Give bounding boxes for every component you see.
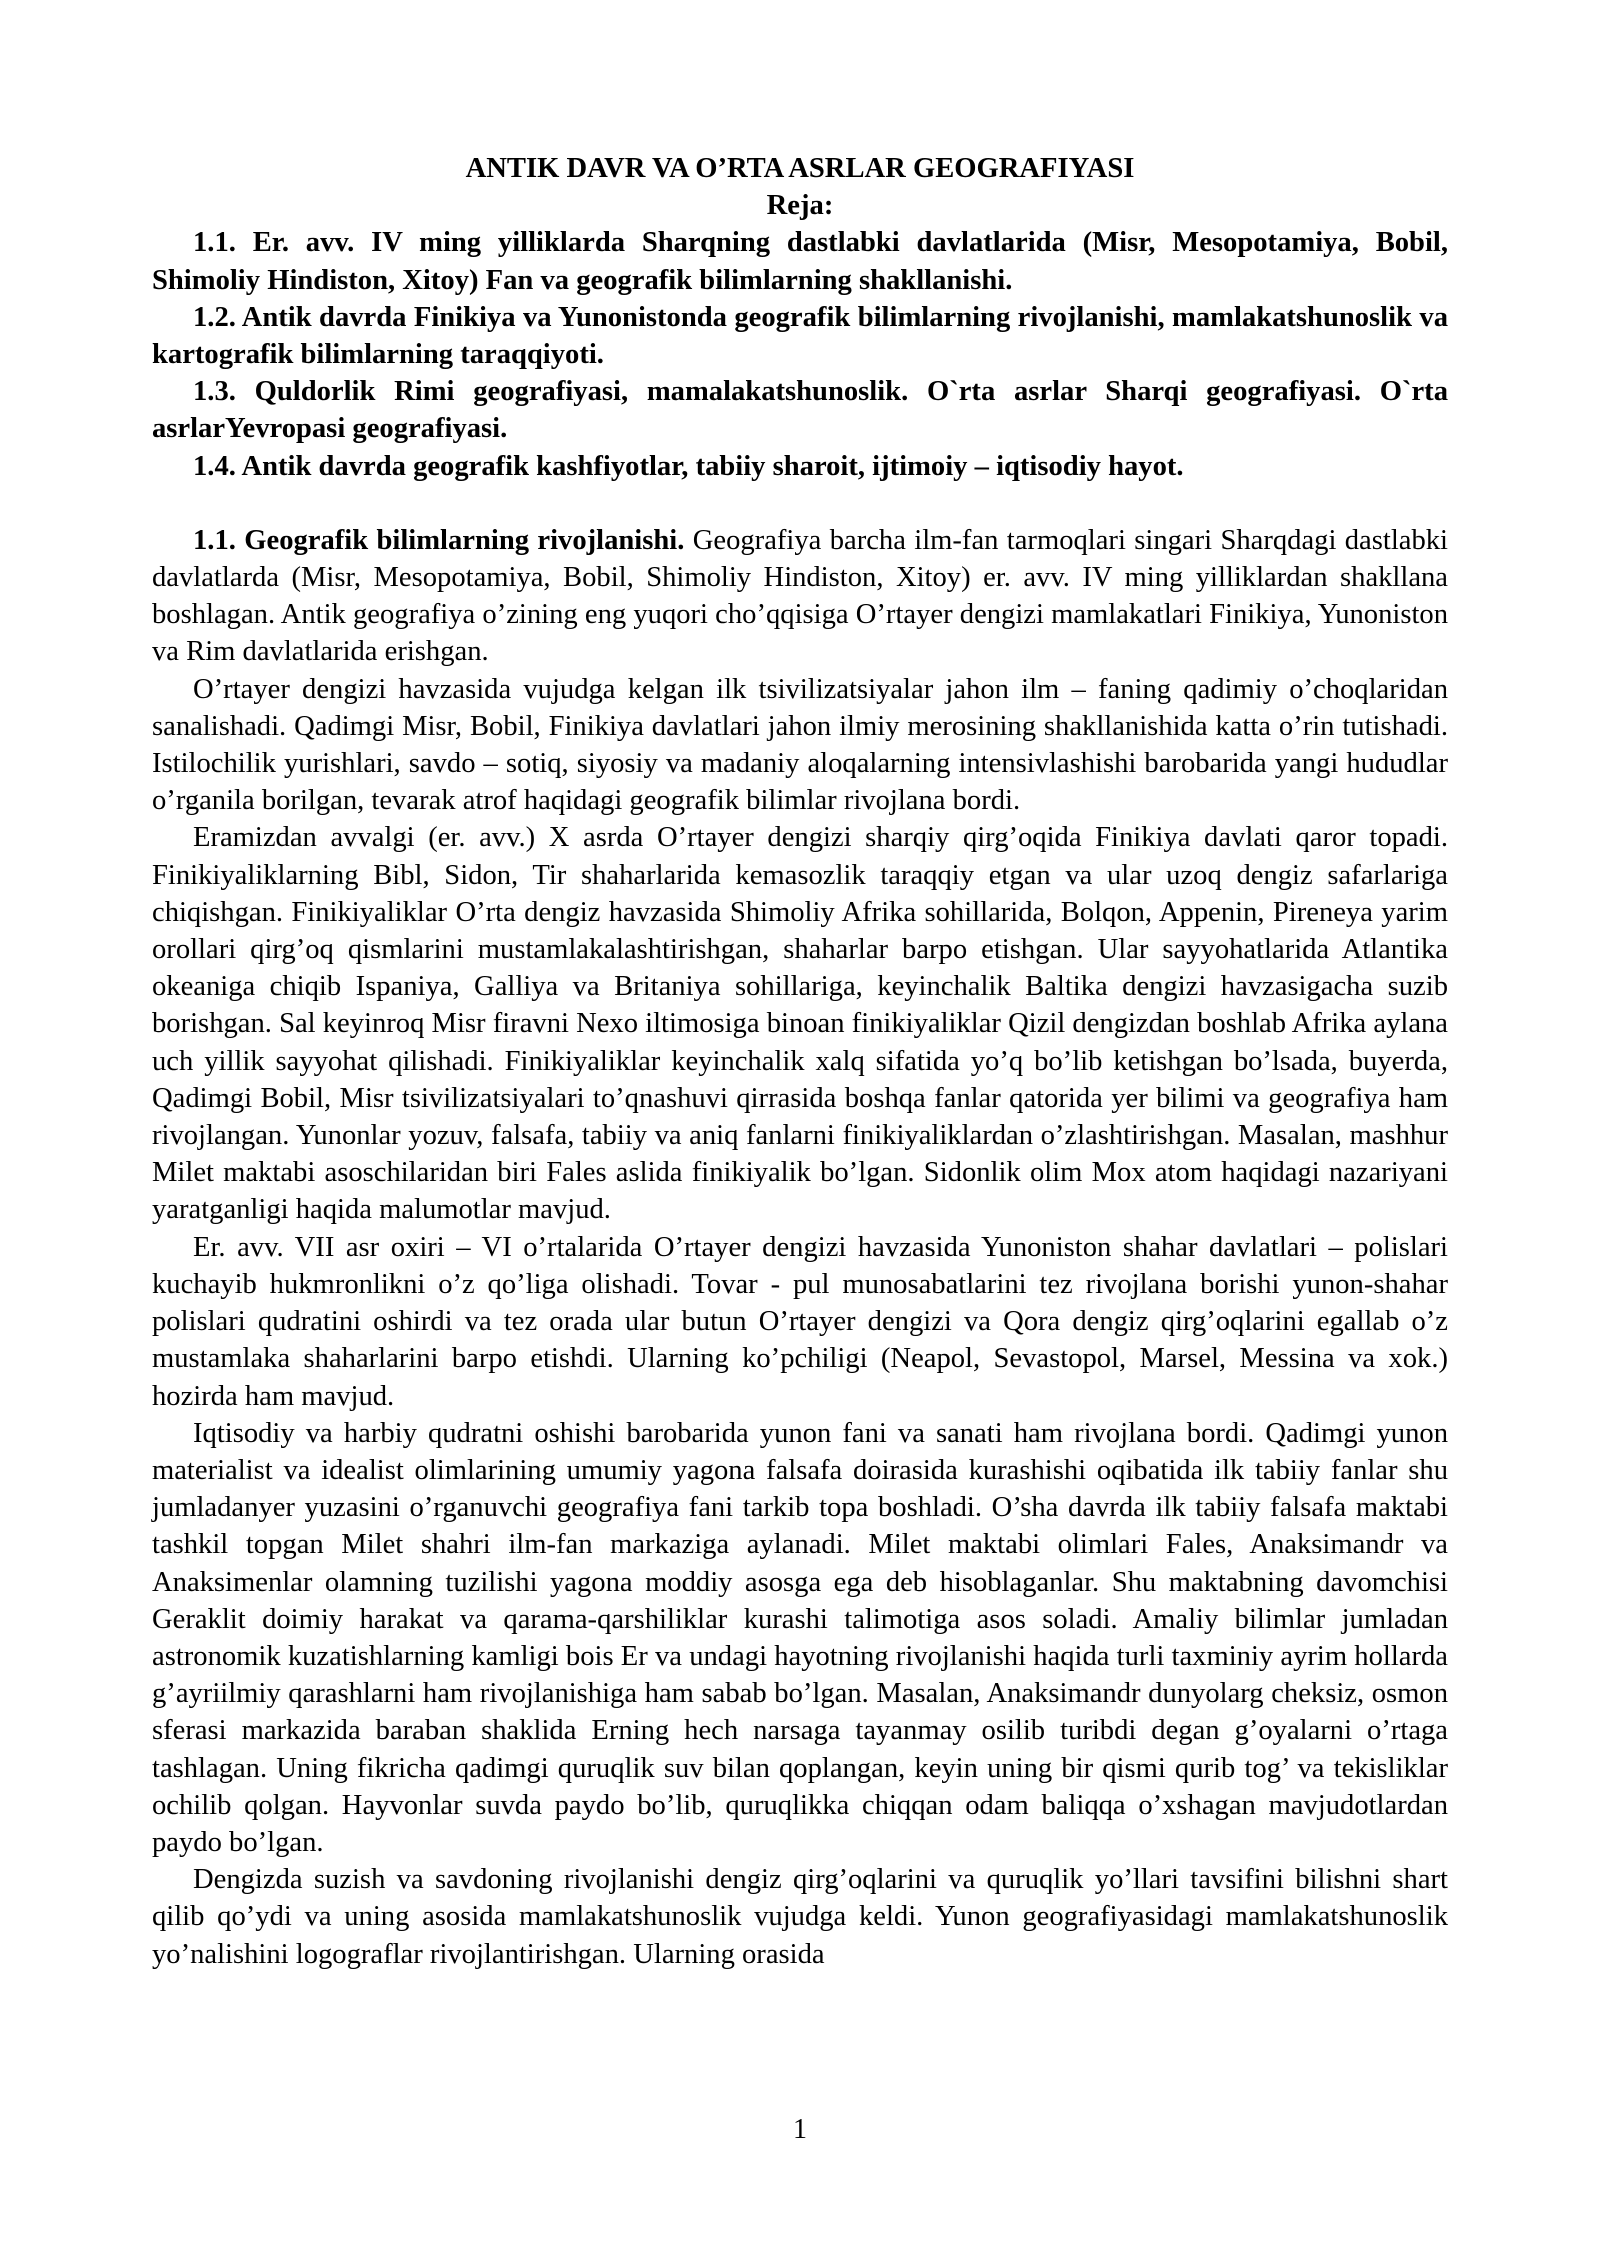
document-title: ANTIK DAVR VA O’RTA ASRLAR GEOGRAFIYASI	[465, 153, 1135, 184]
paragraph-2: O’rtayer dengizi havzasida vujudga kelgan ilk tsivilizatsiyalar jahon ilm – faning qadimiy o’choqlaridan sanalishadi. Qadimgi Misr, Bobil, Finikiya davlatlari jahon ilmiy merosining shakllanishida katta o’rin tutishadi. Istilochilik yurishlari, savdo – sotiq, siyosiy va madaniy aloqalarning intensivlashishi barobarida yangi hududlar o’rganila borilgan, tevarak atrof haqidagi geografik bilimlar rivojlana bordi.	[152, 673, 1448, 817]
paragraph-1	[152, 522, 1448, 671]
plan-item-2: 1.2. Antik davrda Finikiya va Yunonistonda geografik bilimlarning rivojlanishi, mamlakatshunoslik va kartografik bilimlarning taraqqiyoti.	[152, 301, 1448, 371]
paragraph-4: Er. avv. VII asr oxiri – VI o’rtalarida O’rtayer dengizi havzasida Yunoniston shahar davlatlari – polislari kuchayib hukmronlikni o’z qo’liga olishadi. Tovar - pul munosabatlarini tez rivojlana borishi yunon-shahar polislari qudratini oshirdi va tez orada ular butun O’rtayer dengizi va Qora dengiz qirg’oqlarini egallab o’z mustamlaka shaharlarini barpo etishdi. Ularning ko’pchiligi (Neapol, Sevastopol, Marsel, Messina va xok.) hozirda ham mavjud.	[152, 1231, 1448, 1412]
paragraph-5: Iqtisodiy va harbiy qudratni oshishi barobarida yunon fani va sanati ham rivojlana bordi. Qadimgi yunon materialist va idealist olimlarining umumiy yagona falsafa doirasida kurashishi oqibatida ilk tabiiy fanlar shu jumladanyer yuzasini o’rganuvchi geografiya fani tarkib topa boshladi. O’sha davrda ilk tabiiy falsafa maktabi tashkil topgan Milet shahri ilm-fan markaziga aylanadi. Milet maktabi olimlari Fales, Anaksimandr va Anaksimenlar olamning tuzilishi yagona moddiy asosga ega deb hisoblaganlar. Shu maktabning davomchisi Geraklit doimiy harakat va qarama-qarshiliklar kurashi talimotiga asos soladi. Amaliy bilimlar jumladan astronomik kuzatishlarning kamligi bois Er va undagi hayotning rivojlanishi haqida turli taxminiy ayrim hollarda g’ayriilmiy qarashlarni ham rivojlanishiga ham sabab bo’lgan. Masalan, Anaksimandr dunyolarg cheksiz, osmon sferasi markazida baraban shaklida Erning hech narsaga tayanmay osilib turibdi degan g’oyalarni o’rtaga tashlagan. Uning fikricha qadimgi quruqlik suv bilan qoplangan, keyin uning bir qismi qurib tog’ va tekisliklar ochilib qolgan. Hayvonlar suvda paydo bo’lib, quruqlikka chiqqan odam baliqqa o’xshagan mavjudotlardan paydo bo’lgan.	[152, 1417, 1448, 1858]
plan-heading: Reja:	[766, 190, 834, 222]
document-page	[152, 150, 1448, 1973]
plan-item-4: 1.4. Antik davrda geografik kashfiyotlar, tabiiy sharoit, ijtimoiy – iqtisodiy hayot.	[193, 450, 1184, 482]
page-number: 1	[793, 2114, 807, 2145]
paragraph-1-text: Geografiya barcha ilm-fan tarmoqlari singari Sharqdagi dastlabki davlatlarda (Misr, Mesopotamiya, Bobil, Shimoliy Hindiston, Xitoy) er. avv. IV ming yilliklardan shakllana boshlagan. Antik geografiya o’zining eng yuqori cho’qqisiga O’rtayer dengizi mamlakatlari Finikiya, Yunoniston va Rim davlatlarida erishgan.	[152, 524, 1448, 668]
section-heading: 1.1. Geografik bilimlarning rivojlanishi.	[193, 524, 685, 556]
paragraph-3: Eramizdan avvalgi (er. avv.) X asrda O’rtayer dengizi sharqiy qirg’oqida Finikiya davlati qaror topadi. Finikiyaliklarning Bibl, Sidon, Tir shaharlarida kemasozlik taraqqiy etgan va ular uzoq dengiz safarlariga chiqishgan. Finikiyaliklar O’rta dengiz havzasida Shimoliy Afrika sohillarida, Bolqon, Appenin, Pireneya yarim orollari qirg’oq qismlarini mustamlakalashtirishgan, shaharlar barpo etishgan. Ular sayyohatlarida Atlantika okeaniga chiqib Ispaniya, Galliya va Britaniya sohillariga, keyinchalik Baltika dengizi havzasigacha suzib borishgan. Sal keyinroq Misr firavni Nexo iltimosiga binoan finikiyaliklar Qizil dengizdan boshlab Afrika aylana uch yillik sayyohat qilishadi. Finikiyaliklar keyinchalik xalq sifatida yo’q bo’lib ketishgan bo’lsada, buyerda, Qadimgi Bobil, Misr tsivilizatsiyalari to’qnashuvi qirrasida boshqa fanlar qatorida yer bilimi va geografiya ham rivojlangan. Yunonlar yozuv, falsafa, tabiiy va aniq fanlarni finikiyaliklardan o’zlashtirishgan. Masalan, mashhur Milet maktabi asoschilaridan biri Fales aslida finikiyalik bo’lgan. Sidonlik olim Mox atom haqidagi nazariyani yaratganligi haqida malumotlar mavjud.	[152, 822, 1448, 1226]
plan-item-1: 1.1. Er. avv. IV ming yilliklarda Sharqning dastlabki davlatlarida (Misr, Mesopotamiya, Bobil, Shimoliy Hindiston, Xitoy) Fan va geografik bilimlarning shakllanishi.	[152, 227, 1448, 296]
paragraph-6: Dengizda suzish va savdoning rivojlanishi dengiz qirg’oqlarini va quruqlik yo’llari tavsifini bilishni shart qilib qo’ydi va uning asosida mamlakatshunoslik vujudga keldi. Yunon geografiyasidagi mamlakatshunoslik yo’nalishini logograflar rivojlantirishgan. Ularning orasida	[152, 1864, 1448, 1970]
plan-item-3: 1.3. Quldorlik Rimi geografiyasi, mamalakatshunoslik. O`rta asrlar Sharqi geografiyasi. O`rta asrlarYevropasi geografiyasi.	[152, 376, 1448, 445]
spacer	[152, 485, 1448, 522]
